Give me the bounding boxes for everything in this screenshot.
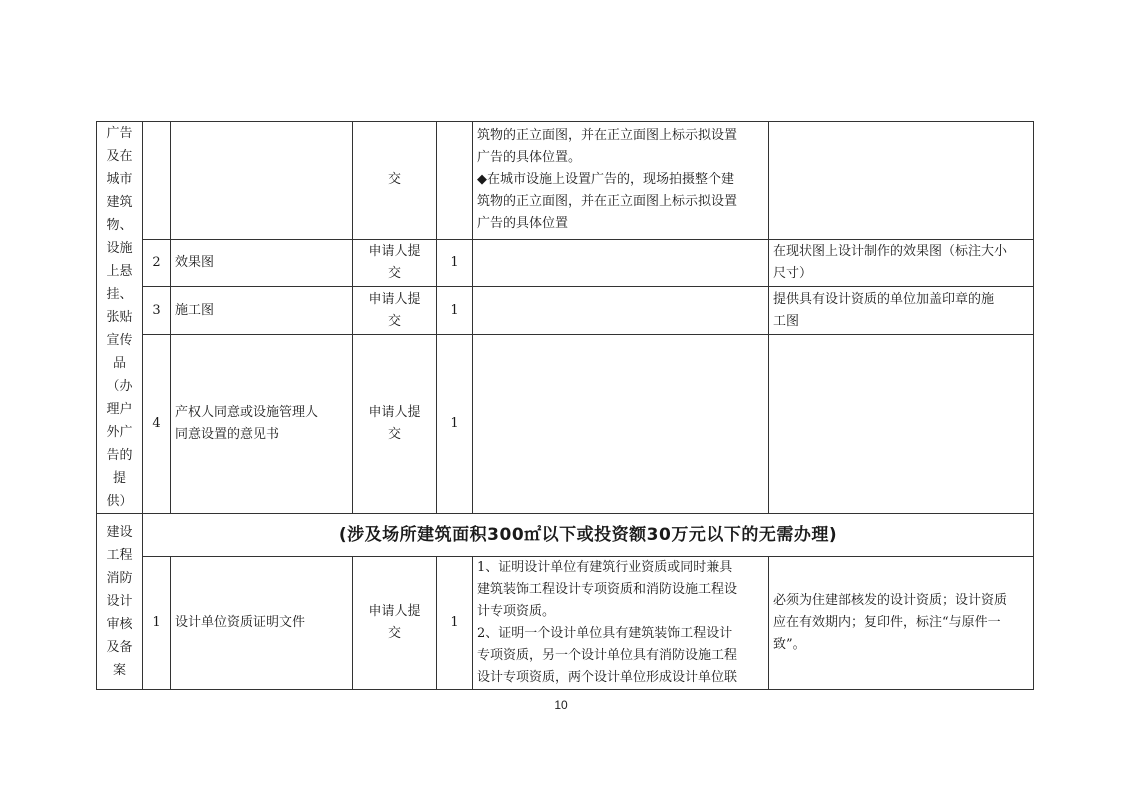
material-name-cell: 产权人同意或设施管理人 同意设置的意见书 [171,334,353,513]
row-number-cell [143,122,171,240]
quantity-cell [437,122,473,240]
material-name-cell: 施工图 [171,287,353,335]
source-cell: 交 [353,122,437,240]
quantity-cell: 1 [437,334,473,513]
note-cell [769,334,1034,513]
material-name-cell: 效果图 [171,239,353,287]
table-row [97,514,1034,557]
source-cell: 申请人提 交 [353,557,437,690]
page-number: 10 [554,698,568,712]
note-cell: 提供具有设计资质的单位加盖印章的施 工图 [769,287,1034,335]
row-number-cell: 3 [143,287,171,335]
requirement-cell [473,334,769,513]
requirements-table [96,121,1034,690]
row-number-cell: 2 [143,239,171,287]
source-cell: 申请人提 交 [353,287,437,335]
row-number-cell: 1 [143,557,171,690]
source-cell: 申请人提 交 [353,334,437,513]
note-cell [769,122,1034,240]
requirement-cell: 筑物的正立面图，并在正立面图上标示拟设置 广告的具体位置。 ◆在城市设施上设置广告的，现场拍摄整个建 筑物的正立面图，并在正立面图上标示拟设置 广告的具体位置 [473,122,769,240]
quantity-cell: 1 [437,557,473,690]
note-cell: 在现状图上设计制作的效果图（标注大小 尺寸） [769,239,1034,287]
source-cell: 申请人提 交 [353,239,437,287]
row-number-cell: 4 [143,334,171,513]
table-row [97,557,1034,690]
table-row [97,122,1034,240]
requirement-cell [473,239,769,287]
exemption-banner: (涉及场所建筑面积300㎡以下或投资额30万元以下的无需办理) [143,514,1034,557]
requirement-cell [473,287,769,335]
table-row [97,334,1034,513]
quantity-cell: 1 [437,239,473,287]
category-outdoor-ads: 广告 及在 城市 建筑 物、 设施 上悬 挂、 张贴 宣传 品 （办 理户 外广 告的 提 供） [97,122,143,514]
quantity-cell: 1 [437,287,473,335]
table-row [97,287,1034,335]
material-name-cell [171,122,353,240]
note-cell: 必须为住建部核发的设计资质；设计资质 应在有效期内；复印件，标注“与原件一 致”。 [769,557,1034,690]
material-name-cell: 设计单位资质证明文件 [171,557,353,690]
category-fire-design-review: 建设 工程 消防 设计 审核 及备 案 [97,514,143,690]
table-row [97,239,1034,287]
requirement-cell: 1、证明设计单位有建筑行业资质或同时兼具 建筑装饰工程设计专项资质和消防设施工程设 计专项资质。 2、证明一个设计单位具有建筑装饰工程设计 专项资质，另一个设计单位具有消防设施工程 设计专项资质，两个设计单位形成设计单位联 [473,557,769,690]
